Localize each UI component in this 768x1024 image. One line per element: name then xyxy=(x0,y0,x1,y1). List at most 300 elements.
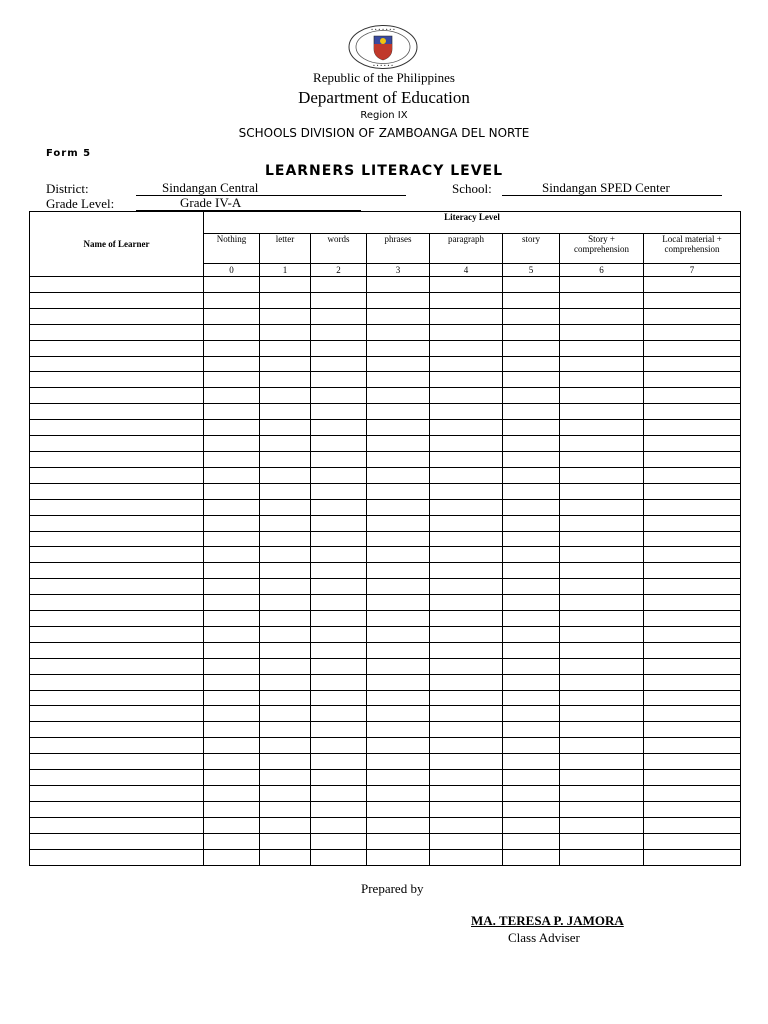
level-mark-cell[interactable] xyxy=(430,451,503,467)
learner-name-cell[interactable] xyxy=(30,738,204,754)
level-mark-cell[interactable] xyxy=(260,770,311,786)
level-mark-cell[interactable] xyxy=(204,372,260,388)
level-mark-cell[interactable] xyxy=(311,420,367,436)
level-mark-cell[interactable] xyxy=(367,531,430,547)
level-mark-cell[interactable] xyxy=(260,786,311,802)
level-mark-cell[interactable] xyxy=(430,277,503,293)
level-mark-cell[interactable] xyxy=(311,722,367,738)
level-mark-cell[interactable] xyxy=(204,467,260,483)
level-mark-cell[interactable] xyxy=(260,277,311,293)
level-mark-cell[interactable] xyxy=(503,372,560,388)
learner-name-cell[interactable] xyxy=(30,579,204,595)
level-mark-cell[interactable] xyxy=(204,324,260,340)
level-mark-cell[interactable] xyxy=(430,356,503,372)
level-mark-cell[interactable] xyxy=(430,690,503,706)
level-mark-cell[interactable] xyxy=(311,436,367,452)
level-mark-cell[interactable] xyxy=(644,467,741,483)
learner-name-cell[interactable] xyxy=(30,611,204,627)
level-mark-cell[interactable] xyxy=(367,690,430,706)
level-mark-cell[interactable] xyxy=(260,388,311,404)
level-mark-cell[interactable] xyxy=(560,849,644,865)
level-mark-cell[interactable] xyxy=(644,611,741,627)
learner-name-cell[interactable] xyxy=(30,690,204,706)
level-mark-cell[interactable] xyxy=(311,642,367,658)
level-mark-cell[interactable] xyxy=(311,372,367,388)
level-mark-cell[interactable] xyxy=(367,356,430,372)
level-mark-cell[interactable] xyxy=(204,706,260,722)
level-mark-cell[interactable] xyxy=(644,420,741,436)
learner-name-cell[interactable] xyxy=(30,372,204,388)
level-mark-cell[interactable] xyxy=(260,595,311,611)
level-mark-cell[interactable] xyxy=(430,611,503,627)
level-mark-cell[interactable] xyxy=(311,706,367,722)
learner-name-cell[interactable] xyxy=(30,658,204,674)
level-mark-cell[interactable] xyxy=(260,372,311,388)
level-mark-cell[interactable] xyxy=(204,770,260,786)
level-mark-cell[interactable] xyxy=(367,595,430,611)
level-mark-cell[interactable] xyxy=(560,388,644,404)
level-mark-cell[interactable] xyxy=(560,451,644,467)
level-mark-cell[interactable] xyxy=(644,658,741,674)
level-mark-cell[interactable] xyxy=(430,595,503,611)
level-mark-cell[interactable] xyxy=(430,292,503,308)
level-mark-cell[interactable] xyxy=(367,308,430,324)
learner-name-cell[interactable] xyxy=(30,801,204,817)
level-mark-cell[interactable] xyxy=(311,690,367,706)
level-mark-cell[interactable] xyxy=(430,499,503,515)
level-mark-cell[interactable] xyxy=(204,833,260,849)
level-mark-cell[interactable] xyxy=(503,611,560,627)
level-mark-cell[interactable] xyxy=(560,658,644,674)
level-mark-cell[interactable] xyxy=(260,547,311,563)
level-mark-cell[interactable] xyxy=(503,817,560,833)
level-mark-cell[interactable] xyxy=(260,611,311,627)
level-mark-cell[interactable] xyxy=(311,770,367,786)
level-mark-cell[interactable] xyxy=(503,308,560,324)
level-mark-cell[interactable] xyxy=(204,308,260,324)
level-mark-cell[interactable] xyxy=(644,738,741,754)
learner-name-cell[interactable] xyxy=(30,499,204,515)
level-mark-cell[interactable] xyxy=(311,611,367,627)
level-mark-cell[interactable] xyxy=(430,642,503,658)
level-mark-cell[interactable] xyxy=(503,642,560,658)
level-mark-cell[interactable] xyxy=(367,563,430,579)
level-mark-cell[interactable] xyxy=(204,277,260,293)
level-mark-cell[interactable] xyxy=(560,579,644,595)
level-mark-cell[interactable] xyxy=(503,595,560,611)
level-mark-cell[interactable] xyxy=(204,515,260,531)
level-mark-cell[interactable] xyxy=(260,483,311,499)
level-mark-cell[interactable] xyxy=(644,817,741,833)
level-mark-cell[interactable] xyxy=(204,611,260,627)
level-mark-cell[interactable] xyxy=(503,738,560,754)
level-mark-cell[interactable] xyxy=(204,388,260,404)
level-mark-cell[interactable] xyxy=(503,722,560,738)
level-mark-cell[interactable] xyxy=(644,706,741,722)
level-mark-cell[interactable] xyxy=(260,579,311,595)
level-mark-cell[interactable] xyxy=(260,706,311,722)
learner-name-cell[interactable] xyxy=(30,674,204,690)
level-mark-cell[interactable] xyxy=(430,515,503,531)
level-mark-cell[interactable] xyxy=(503,340,560,356)
level-mark-cell[interactable] xyxy=(560,404,644,420)
level-mark-cell[interactable] xyxy=(311,356,367,372)
level-mark-cell[interactable] xyxy=(311,579,367,595)
learner-name-cell[interactable] xyxy=(30,515,204,531)
level-mark-cell[interactable] xyxy=(204,817,260,833)
level-mark-cell[interactable] xyxy=(367,706,430,722)
level-mark-cell[interactable] xyxy=(644,801,741,817)
level-mark-cell[interactable] xyxy=(503,626,560,642)
learner-name-cell[interactable] xyxy=(30,626,204,642)
level-mark-cell[interactable] xyxy=(560,420,644,436)
level-mark-cell[interactable] xyxy=(430,674,503,690)
level-mark-cell[interactable] xyxy=(311,626,367,642)
level-mark-cell[interactable] xyxy=(560,356,644,372)
level-mark-cell[interactable] xyxy=(367,388,430,404)
level-mark-cell[interactable] xyxy=(260,515,311,531)
level-mark-cell[interactable] xyxy=(204,595,260,611)
level-mark-cell[interactable] xyxy=(560,754,644,770)
level-mark-cell[interactable] xyxy=(260,467,311,483)
level-mark-cell[interactable] xyxy=(260,642,311,658)
learner-name-cell[interactable] xyxy=(30,420,204,436)
level-mark-cell[interactable] xyxy=(367,611,430,627)
level-mark-cell[interactable] xyxy=(644,595,741,611)
level-mark-cell[interactable] xyxy=(503,690,560,706)
level-mark-cell[interactable] xyxy=(204,499,260,515)
level-mark-cell[interactable] xyxy=(644,786,741,802)
level-mark-cell[interactable] xyxy=(367,786,430,802)
level-mark-cell[interactable] xyxy=(430,738,503,754)
level-mark-cell[interactable] xyxy=(430,849,503,865)
level-mark-cell[interactable] xyxy=(503,451,560,467)
level-mark-cell[interactable] xyxy=(503,388,560,404)
level-mark-cell[interactable] xyxy=(430,404,503,420)
level-mark-cell[interactable] xyxy=(644,547,741,563)
level-mark-cell[interactable] xyxy=(560,436,644,452)
level-mark-cell[interactable] xyxy=(503,483,560,499)
level-mark-cell[interactable] xyxy=(204,849,260,865)
level-mark-cell[interactable] xyxy=(503,499,560,515)
level-mark-cell[interactable] xyxy=(560,770,644,786)
level-mark-cell[interactable] xyxy=(503,436,560,452)
level-mark-cell[interactable] xyxy=(260,340,311,356)
level-mark-cell[interactable] xyxy=(644,499,741,515)
level-mark-cell[interactable] xyxy=(560,292,644,308)
level-mark-cell[interactable] xyxy=(260,801,311,817)
level-mark-cell[interactable] xyxy=(367,817,430,833)
level-mark-cell[interactable] xyxy=(311,595,367,611)
level-mark-cell[interactable] xyxy=(260,308,311,324)
learner-name-cell[interactable] xyxy=(30,277,204,293)
level-mark-cell[interactable] xyxy=(430,372,503,388)
level-mark-cell[interactable] xyxy=(644,674,741,690)
level-mark-cell[interactable] xyxy=(503,324,560,340)
level-mark-cell[interactable] xyxy=(644,531,741,547)
level-mark-cell[interactable] xyxy=(204,674,260,690)
level-mark-cell[interactable] xyxy=(560,595,644,611)
level-mark-cell[interactable] xyxy=(644,642,741,658)
level-mark-cell[interactable] xyxy=(260,404,311,420)
level-mark-cell[interactable] xyxy=(367,515,430,531)
level-mark-cell[interactable] xyxy=(644,436,741,452)
level-mark-cell[interactable] xyxy=(644,404,741,420)
level-mark-cell[interactable] xyxy=(311,340,367,356)
level-mark-cell[interactable] xyxy=(644,388,741,404)
level-mark-cell[interactable] xyxy=(260,754,311,770)
level-mark-cell[interactable] xyxy=(204,292,260,308)
level-mark-cell[interactable] xyxy=(311,531,367,547)
level-mark-cell[interactable] xyxy=(260,420,311,436)
level-mark-cell[interactable] xyxy=(204,738,260,754)
level-mark-cell[interactable] xyxy=(204,531,260,547)
learner-name-cell[interactable] xyxy=(30,340,204,356)
level-mark-cell[interactable] xyxy=(311,404,367,420)
level-mark-cell[interactable] xyxy=(430,770,503,786)
level-mark-cell[interactable] xyxy=(311,801,367,817)
level-mark-cell[interactable] xyxy=(430,786,503,802)
level-mark-cell[interactable] xyxy=(644,340,741,356)
level-mark-cell[interactable] xyxy=(503,404,560,420)
level-mark-cell[interactable] xyxy=(367,754,430,770)
level-mark-cell[interactable] xyxy=(367,420,430,436)
level-mark-cell[interactable] xyxy=(367,658,430,674)
level-mark-cell[interactable] xyxy=(644,722,741,738)
level-mark-cell[interactable] xyxy=(367,722,430,738)
learner-name-cell[interactable] xyxy=(30,563,204,579)
level-mark-cell[interactable] xyxy=(644,483,741,499)
level-mark-cell[interactable] xyxy=(367,674,430,690)
level-mark-cell[interactable] xyxy=(430,388,503,404)
level-mark-cell[interactable] xyxy=(560,642,644,658)
level-mark-cell[interactable] xyxy=(430,754,503,770)
level-mark-cell[interactable] xyxy=(204,340,260,356)
level-mark-cell[interactable] xyxy=(430,801,503,817)
level-mark-cell[interactable] xyxy=(644,770,741,786)
level-mark-cell[interactable] xyxy=(367,436,430,452)
level-mark-cell[interactable] xyxy=(644,277,741,293)
level-mark-cell[interactable] xyxy=(311,515,367,531)
learner-name-cell[interactable] xyxy=(30,404,204,420)
level-mark-cell[interactable] xyxy=(560,483,644,499)
level-mark-cell[interactable] xyxy=(260,849,311,865)
level-mark-cell[interactable] xyxy=(311,324,367,340)
level-mark-cell[interactable] xyxy=(560,277,644,293)
learner-name-cell[interactable] xyxy=(30,547,204,563)
level-mark-cell[interactable] xyxy=(644,515,741,531)
level-mark-cell[interactable] xyxy=(311,833,367,849)
level-mark-cell[interactable] xyxy=(311,277,367,293)
level-mark-cell[interactable] xyxy=(503,674,560,690)
learner-name-cell[interactable] xyxy=(30,754,204,770)
level-mark-cell[interactable] xyxy=(367,499,430,515)
level-mark-cell[interactable] xyxy=(430,324,503,340)
level-mark-cell[interactable] xyxy=(311,483,367,499)
level-mark-cell[interactable] xyxy=(560,340,644,356)
level-mark-cell[interactable] xyxy=(430,563,503,579)
level-mark-cell[interactable] xyxy=(503,801,560,817)
level-mark-cell[interactable] xyxy=(430,722,503,738)
learner-name-cell[interactable] xyxy=(30,833,204,849)
level-mark-cell[interactable] xyxy=(367,579,430,595)
level-mark-cell[interactable] xyxy=(644,754,741,770)
level-mark-cell[interactable] xyxy=(644,292,741,308)
level-mark-cell[interactable] xyxy=(311,499,367,515)
level-mark-cell[interactable] xyxy=(430,308,503,324)
learner-name-cell[interactable] xyxy=(30,722,204,738)
learner-name-cell[interactable] xyxy=(30,817,204,833)
learner-name-cell[interactable] xyxy=(30,436,204,452)
level-mark-cell[interactable] xyxy=(260,531,311,547)
level-mark-cell[interactable] xyxy=(644,563,741,579)
level-mark-cell[interactable] xyxy=(311,754,367,770)
level-mark-cell[interactable] xyxy=(430,833,503,849)
level-mark-cell[interactable] xyxy=(430,340,503,356)
level-mark-cell[interactable] xyxy=(204,786,260,802)
level-mark-cell[interactable] xyxy=(367,801,430,817)
level-mark-cell[interactable] xyxy=(503,786,560,802)
level-mark-cell[interactable] xyxy=(430,817,503,833)
level-mark-cell[interactable] xyxy=(260,674,311,690)
learner-name-cell[interactable] xyxy=(30,467,204,483)
level-mark-cell[interactable] xyxy=(503,292,560,308)
level-mark-cell[interactable] xyxy=(644,372,741,388)
level-mark-cell[interactable] xyxy=(560,801,644,817)
level-mark-cell[interactable] xyxy=(260,690,311,706)
level-mark-cell[interactable] xyxy=(503,531,560,547)
level-mark-cell[interactable] xyxy=(367,372,430,388)
level-mark-cell[interactable] xyxy=(367,292,430,308)
level-mark-cell[interactable] xyxy=(204,642,260,658)
level-mark-cell[interactable] xyxy=(644,324,741,340)
level-mark-cell[interactable] xyxy=(367,626,430,642)
level-mark-cell[interactable] xyxy=(503,277,560,293)
level-mark-cell[interactable] xyxy=(260,738,311,754)
level-mark-cell[interactable] xyxy=(260,833,311,849)
level-mark-cell[interactable] xyxy=(430,420,503,436)
level-mark-cell[interactable] xyxy=(367,547,430,563)
level-mark-cell[interactable] xyxy=(560,690,644,706)
level-mark-cell[interactable] xyxy=(560,674,644,690)
level-mark-cell[interactable] xyxy=(311,563,367,579)
level-mark-cell[interactable] xyxy=(503,563,560,579)
level-mark-cell[interactable] xyxy=(560,833,644,849)
level-mark-cell[interactable] xyxy=(311,308,367,324)
level-mark-cell[interactable] xyxy=(311,451,367,467)
level-mark-cell[interactable] xyxy=(367,833,430,849)
level-mark-cell[interactable] xyxy=(560,786,644,802)
level-mark-cell[interactable] xyxy=(560,563,644,579)
level-mark-cell[interactable] xyxy=(560,722,644,738)
level-mark-cell[interactable] xyxy=(367,404,430,420)
learner-name-cell[interactable] xyxy=(30,849,204,865)
level-mark-cell[interactable] xyxy=(503,579,560,595)
level-mark-cell[interactable] xyxy=(367,849,430,865)
level-mark-cell[interactable] xyxy=(503,849,560,865)
level-mark-cell[interactable] xyxy=(367,451,430,467)
level-mark-cell[interactable] xyxy=(430,658,503,674)
learner-name-cell[interactable] xyxy=(30,451,204,467)
learner-name-cell[interactable] xyxy=(30,356,204,372)
level-mark-cell[interactable] xyxy=(311,674,367,690)
level-mark-cell[interactable] xyxy=(367,467,430,483)
learner-name-cell[interactable] xyxy=(30,292,204,308)
level-mark-cell[interactable] xyxy=(204,451,260,467)
level-mark-cell[interactable] xyxy=(204,483,260,499)
level-mark-cell[interactable] xyxy=(204,404,260,420)
level-mark-cell[interactable] xyxy=(503,706,560,722)
level-mark-cell[interactable] xyxy=(367,483,430,499)
level-mark-cell[interactable] xyxy=(204,420,260,436)
level-mark-cell[interactable] xyxy=(503,356,560,372)
level-mark-cell[interactable] xyxy=(430,547,503,563)
level-mark-cell[interactable] xyxy=(503,754,560,770)
level-mark-cell[interactable] xyxy=(430,706,503,722)
level-mark-cell[interactable] xyxy=(430,531,503,547)
level-mark-cell[interactable] xyxy=(204,722,260,738)
level-mark-cell[interactable] xyxy=(311,292,367,308)
level-mark-cell[interactable] xyxy=(204,436,260,452)
level-mark-cell[interactable] xyxy=(503,467,560,483)
level-mark-cell[interactable] xyxy=(560,372,644,388)
level-mark-cell[interactable] xyxy=(260,817,311,833)
level-mark-cell[interactable] xyxy=(560,738,644,754)
level-mark-cell[interactable] xyxy=(503,515,560,531)
level-mark-cell[interactable] xyxy=(367,770,430,786)
level-mark-cell[interactable] xyxy=(204,547,260,563)
level-mark-cell[interactable] xyxy=(560,626,644,642)
level-mark-cell[interactable] xyxy=(560,611,644,627)
level-mark-cell[interactable] xyxy=(260,563,311,579)
learner-name-cell[interactable] xyxy=(30,324,204,340)
level-mark-cell[interactable] xyxy=(311,388,367,404)
level-mark-cell[interactable] xyxy=(560,467,644,483)
level-mark-cell[interactable] xyxy=(430,467,503,483)
level-mark-cell[interactable] xyxy=(430,579,503,595)
learner-name-cell[interactable] xyxy=(30,642,204,658)
learner-name-cell[interactable] xyxy=(30,770,204,786)
level-mark-cell[interactable] xyxy=(503,770,560,786)
level-mark-cell[interactable] xyxy=(560,308,644,324)
level-mark-cell[interactable] xyxy=(204,579,260,595)
level-mark-cell[interactable] xyxy=(204,801,260,817)
level-mark-cell[interactable] xyxy=(644,356,741,372)
level-mark-cell[interactable] xyxy=(430,436,503,452)
level-mark-cell[interactable] xyxy=(367,277,430,293)
level-mark-cell[interactable] xyxy=(260,451,311,467)
level-mark-cell[interactable] xyxy=(503,420,560,436)
level-mark-cell[interactable] xyxy=(311,849,367,865)
level-mark-cell[interactable] xyxy=(503,658,560,674)
level-mark-cell[interactable] xyxy=(204,563,260,579)
level-mark-cell[interactable] xyxy=(260,436,311,452)
level-mark-cell[interactable] xyxy=(204,658,260,674)
level-mark-cell[interactable] xyxy=(644,833,741,849)
level-mark-cell[interactable] xyxy=(204,690,260,706)
level-mark-cell[interactable] xyxy=(204,356,260,372)
level-mark-cell[interactable] xyxy=(367,642,430,658)
level-mark-cell[interactable] xyxy=(260,499,311,515)
level-mark-cell[interactable] xyxy=(503,833,560,849)
learner-name-cell[interactable] xyxy=(30,706,204,722)
level-mark-cell[interactable] xyxy=(644,579,741,595)
level-mark-cell[interactable] xyxy=(311,547,367,563)
level-mark-cell[interactable] xyxy=(311,817,367,833)
level-mark-cell[interactable] xyxy=(367,340,430,356)
level-mark-cell[interactable] xyxy=(560,706,644,722)
level-mark-cell[interactable] xyxy=(311,658,367,674)
